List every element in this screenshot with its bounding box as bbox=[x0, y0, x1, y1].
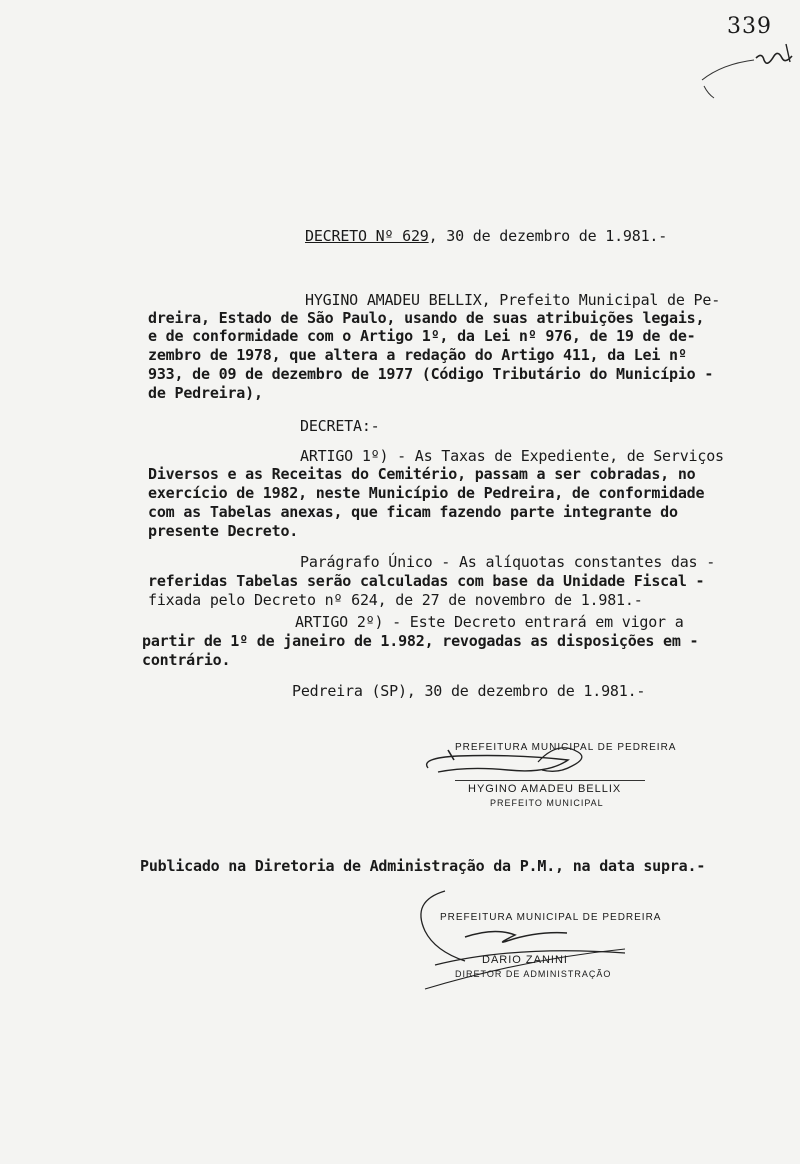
paragrafo-line-1: Parágrafo Único - As alíquotas constantes das - bbox=[300, 553, 716, 571]
intro-line-3: e de conformidade com o Artigo 1º, da Lei nº 976, de 19 de de- bbox=[148, 327, 696, 345]
closing-date: Pedreira (SP), 30 de dezembro de 1.981.- bbox=[292, 682, 646, 700]
publication-note: Publicado na Diretoria de Administração da P.M., na data supra.- bbox=[140, 857, 706, 875]
decree-date: , 30 de dezembro de 1.981.- bbox=[428, 227, 668, 245]
page-number: 339 bbox=[727, 14, 772, 39]
decreta-heading: DECRETA:- bbox=[300, 417, 380, 435]
artigo2-line-3: contrário. bbox=[142, 651, 231, 669]
artigo1-line-3: exercício de 1982, neste Município de Pedreira, de conformidade bbox=[148, 484, 705, 502]
signature2-role: DIRETOR DE ADMINISTRAÇÃO bbox=[455, 969, 612, 979]
paragrafo-line-3: fixada pelo Decreto nº 624, de 27 de novembro de 1.981.- bbox=[148, 591, 643, 609]
intro-line-5: 933, de 09 de dezembro de 1977 (Código Tributário do Município - bbox=[148, 365, 714, 383]
decree-number: DECRETO Nº 629 bbox=[305, 227, 429, 245]
artigo1-line-5: presente Decreto. bbox=[148, 522, 299, 540]
decree-title bbox=[305, 228, 667, 245]
intro-line-2: dreira, Estado de São Paulo, usando de suas atribuições legais, bbox=[148, 309, 705, 327]
artigo1-line-1: ARTIGO 1º) - As Taxas de Expediente, de Serviços bbox=[300, 447, 724, 465]
intro-line-6: de Pedreira), bbox=[148, 384, 263, 402]
page-initials-scribble bbox=[698, 40, 798, 100]
signature1-line bbox=[455, 780, 645, 781]
artigo1-line-2: Diversos e as Receitas do Cemitério, passam a ser cobradas, no bbox=[148, 465, 696, 483]
signature2-stamp: PREFEITURA MUNICIPAL DE PEDREIRA bbox=[440, 912, 662, 923]
intro-line-1: HYGINO AMADEU BELLIX, Prefeito Municipal de Pe- bbox=[305, 291, 721, 309]
signature1-name: HYGINO AMADEU BELLIX bbox=[468, 783, 622, 795]
artigo2-line-1: ARTIGO 2º) - Este Decreto entrará em vigor a bbox=[295, 613, 684, 631]
signature1-role: PREFEITO MUNICIPAL bbox=[490, 798, 604, 808]
paragrafo-line-2: referidas Tabelas serão calculadas com base da Unidade Fiscal - bbox=[148, 572, 705, 590]
artigo1-line-4: com as Tabelas anexas, que ficam fazendo parte integrante do bbox=[148, 503, 678, 521]
signature2-name: DARIO ZANINI bbox=[482, 954, 568, 966]
artigo2-line-2: partir de 1º de janeiro de 1.982, revogadas as disposições em - bbox=[142, 632, 699, 650]
signature1-stamp: PREFEITURA MUNICIPAL DE PEDREIRA bbox=[455, 742, 677, 753]
intro-line-4: zembro de 1978, que altera a redação do Artigo 411, da Lei nº bbox=[148, 346, 687, 364]
